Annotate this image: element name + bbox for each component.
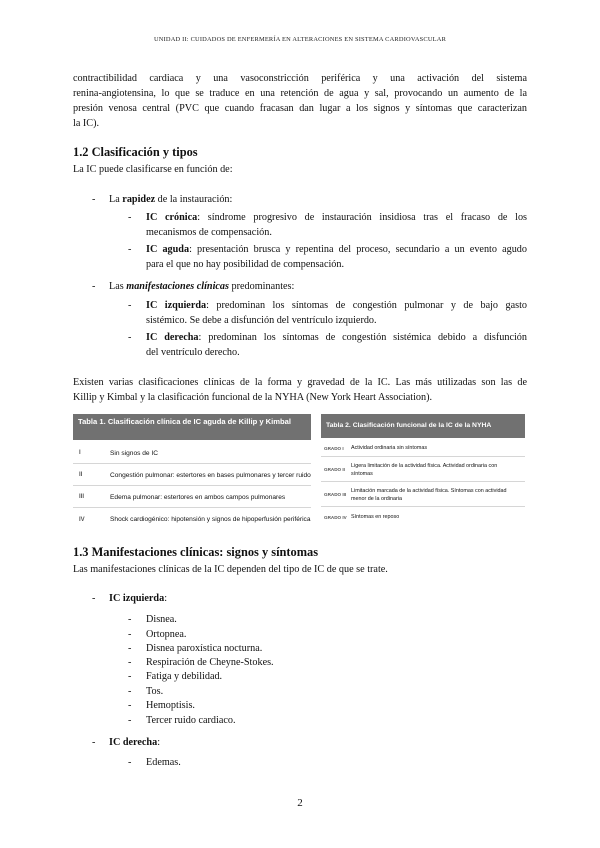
bullet-dash: -: [92, 194, 96, 205]
sub-bullet-dash: -: [128, 300, 132, 311]
group1-label: La rapidez de la instauración:: [109, 194, 233, 205]
list-item: Disnea paroxística nocturna.: [146, 643, 263, 654]
sub-bullet-dash: -: [128, 715, 132, 726]
table-row: [321, 483, 525, 507]
table1-text: Shock cardiogénico: hipotensión y signos de hipoperfusión periférica: [110, 516, 311, 523]
list-item: Ortopnea.: [146, 629, 187, 640]
table2-title: Tabla 2. Clasificación funcional de la IC de la NYHA: [321, 414, 525, 438]
table-row: [73, 465, 311, 486]
list-item: Fatiga y debilidad.: [146, 671, 223, 682]
table2-text: Limitación marcada de la actividad física. Síntomas con actividad menor de la ordinaria: [351, 487, 507, 502]
list-item: Tos.: [146, 686, 164, 697]
sub-bullet-dash: -: [128, 614, 132, 625]
list-item: Disnea.: [146, 614, 177, 625]
ic-izquierda-item: IC izquierda: predominan los síntomas de congestión pulmonar y de bajo gasto: [146, 300, 528, 311]
table1-text: Congestión pulmonar: estertores en bases pulmonares y tercer ruido: [110, 471, 311, 479]
table-row: [73, 443, 311, 464]
table1-title: Tabla 1. Clasificación clínica de IC aguda de Killip y Kimbal: [73, 414, 311, 440]
sub-bullet-dash: -: [128, 244, 132, 255]
table-killip-kimbal: [73, 414, 311, 529]
table2-text: Ligera limitación de la actividad física. Actividad ordinaria con síntomas: [351, 462, 498, 477]
intro-line-3: presión venosa central (PVC que cuando fracasan dan lugar a los signos y síntomas que caracterizan: [73, 103, 527, 114]
table-row: [321, 458, 525, 482]
intro-line-2: renina-angiotensina, lo que se traduce en una retención de agua y sal, provocando un aumento de la: [73, 88, 527, 99]
list-item: Edemas.: [146, 757, 181, 768]
section-title-classification: 1.2 Clasificación y tipos: [73, 145, 198, 159]
running-header: UNIDAD II: CUIDADOS DE ENFERMERÍA EN ALTERACIONES EN SISTEMA CARDIOVASCULAR: [153, 36, 447, 43]
section-title-manifestations: 1.3 Manifestaciones clínicas: signos y síntomas: [73, 545, 319, 559]
bullet-dash: -: [92, 281, 96, 292]
list-item: Hemoptisis.: [146, 700, 195, 711]
list-item: Respiración de Cheyne-Stokes.: [146, 657, 274, 668]
ic-aguda-cont: para el que no hay posibilidad de compensación.: [146, 259, 345, 270]
table1-text: Edema pulmonar: estertores en ambos campos pulmonares: [110, 493, 286, 501]
section3-intro: Las manifestaciones clínicas de la IC dependen del tipo de IC de que se trate.: [73, 564, 388, 575]
ic-cronica-cont: mecanismos de compensación.: [146, 227, 272, 238]
table2-code: GRADO I: [324, 445, 344, 451]
table1-text: Sin signos de IC: [110, 449, 159, 457]
intro-line-4: la IC).: [73, 118, 100, 129]
table2-code: GRADO IV: [324, 514, 347, 520]
sub-bullet-dash: -: [128, 700, 132, 711]
table1-code: IV: [79, 516, 85, 523]
table-row: [73, 487, 311, 508]
sub-bullet-dash: -: [128, 657, 132, 668]
table-row: [321, 508, 525, 526]
sub-bullet-dash: -: [128, 671, 132, 682]
intro-line-1: contractibilidad cardiaca y una vasoconstricción periférica y una activación del sistema: [73, 73, 527, 84]
ic-derecha-label: IC derecha:: [109, 737, 161, 748]
table-nyha: [321, 414, 525, 529]
group2-label: Las manifestaciones clínicas predominantes:: [109, 281, 295, 292]
bullet-dash: -: [92, 737, 96, 748]
bullet-dash: -: [92, 593, 96, 604]
ic-izquierda-cont: sistémico. Se debe a disfunción del ventrículo izquierdo.: [146, 315, 377, 326]
ic-izquierda-label: IC izquierda:: [109, 593, 168, 604]
ic-aguda-item: IC aguda: presentación brusca y repentina del proceso, secundario a un evento agudo: [146, 244, 527, 255]
section2-intro: La IC puede clasificarse en función de:: [73, 164, 233, 175]
table2-text: Actividad ordinaria sin síntomas: [351, 445, 428, 451]
sub-bullet-dash: -: [128, 757, 132, 768]
ic-derecha-cont: del ventrículo derecho.: [146, 347, 240, 358]
table-row: [321, 440, 525, 457]
sub-bullet-dash: -: [128, 332, 132, 343]
table-row: [73, 509, 311, 530]
ic-cronica-item: IC crónica: síndrome progresivo de instauración insidiosa tras el fracaso de los: [146, 212, 528, 223]
table2-text: Síntomas en reposo: [351, 514, 400, 520]
sub-bullet-dash: -: [128, 629, 132, 640]
table1-code: III: [79, 494, 85, 500]
classification-para-1: Existen varias clasificaciones clínicas de la forma y gravedad de la IC. Las más utilizadas son las de: [73, 377, 527, 388]
list-item: Tercer ruido cardiaco.: [146, 715, 236, 726]
page-number: 2: [297, 797, 303, 809]
classification-para-2: Killip y Kimbal y la clasificación funcional de la NYHA (New York Heart Association).: [73, 392, 433, 403]
table1-code: I: [79, 450, 81, 456]
sub-bullet-dash: -: [128, 643, 132, 654]
sub-bullet-dash: -: [128, 212, 132, 223]
ic-derecha-item: IC derecha: predominan los síntomas de congestión sistémica debido a disfunción: [146, 332, 527, 343]
table1-code: II: [79, 472, 83, 478]
table2-code: GRADO III: [324, 492, 347, 497]
sub-bullet-dash: -: [128, 686, 132, 697]
table2-code: GRADO II: [324, 467, 345, 472]
